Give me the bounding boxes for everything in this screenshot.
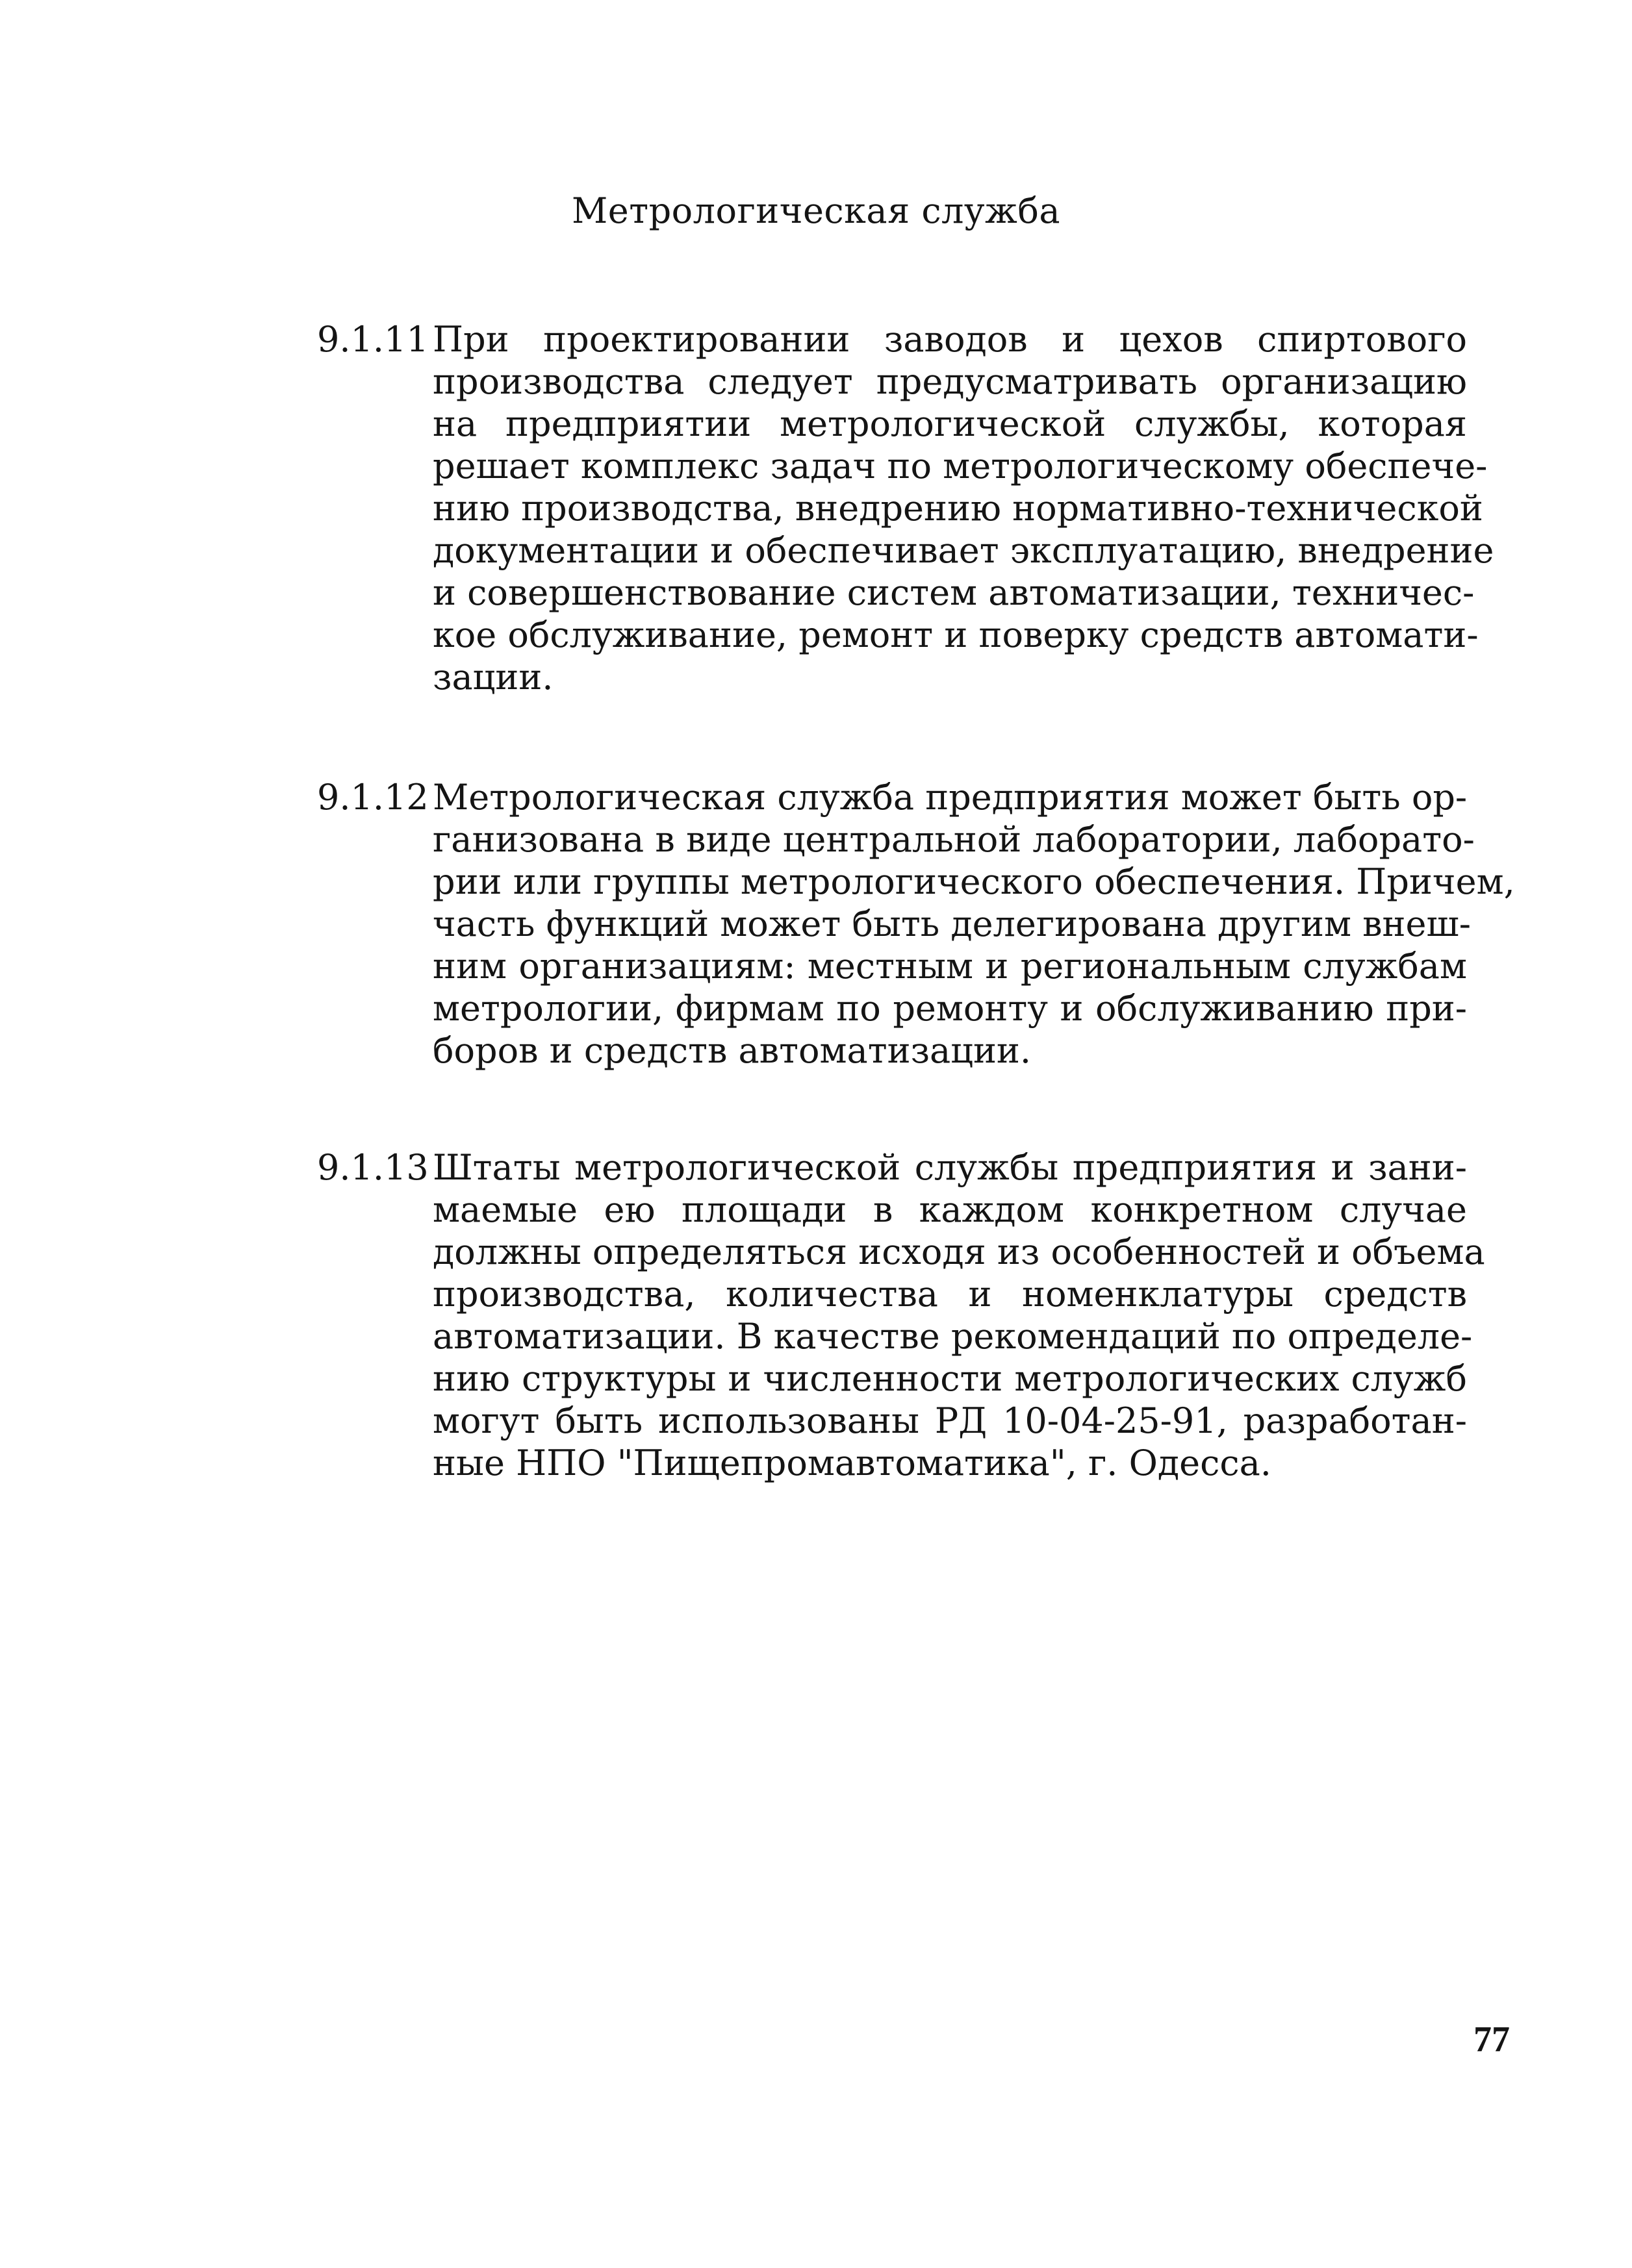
text-line: ганизована в виде центральной лаборатории, лаборато- (433, 819, 1475, 860)
clause-number: 9.1.11 (317, 319, 429, 360)
section-title: Метрологическая служба (571, 190, 1061, 231)
clause-number: 9.1.12 (317, 777, 429, 818)
text-line: кое обслуживание, ремонт и поверку средств автомати- (433, 614, 1479, 655)
text-line: на предприятии метрологической службы, которая (433, 403, 1467, 444)
page-number: 77 (1473, 2019, 1510, 2060)
text-line: автоматизации. В качестве рекомендаций по определе- (433, 1316, 1473, 1357)
text-line: часть функций может быть делегирована другим внеш- (433, 903, 1471, 944)
text-line: производства следует предусматривать организацию (433, 361, 1467, 402)
text-line: нию производства, внедрению нормативно-технической (433, 488, 1483, 529)
text-line: боров и средств автоматизации. (433, 1030, 1032, 1071)
text-line: метрологии, фирмам по ремонту и обслуживанию при- (433, 988, 1467, 1029)
text-line: документации и обеспечивает эксплуатацию, внедрение (433, 530, 1494, 571)
text-line: зации. (433, 657, 554, 698)
text-line: рии или группы метрологического обеспечения. Причем, (433, 861, 1515, 902)
text-line: производства, количества и номенклатуры средств (433, 1274, 1467, 1315)
text-line: ним организациям: местным и региональным службам (433, 946, 1467, 987)
clause-text (433, 318, 1494, 698)
text-line: Штаты метрологической службы предприятия и зани- (433, 1147, 1467, 1188)
text-line: решает комплекс задач по метрологическому обеспече- (433, 446, 1488, 486)
text-line: нию структуры и численности метрологических служб (433, 1358, 1467, 1399)
clause-text (433, 776, 1515, 1072)
text-line: и совершенствование систем автоматизации, техничес- (433, 572, 1475, 613)
text-line: маемые ею площади в каждом конкретном случае (433, 1189, 1467, 1230)
clause-number: 9.1.13 (317, 1147, 429, 1188)
text-line: ные НПО "Пищепромавтоматика", г. Одесса. (433, 1443, 1271, 1483)
text-line: могут быть использованы РД 10-04-25-91, разработан- (433, 1400, 1467, 1441)
text-line: должны определяться исходя из особенностей и объема (433, 1231, 1485, 1272)
text-line: Метрологическая служба предприятия может быть ор- (433, 777, 1468, 818)
clause-text (433, 1146, 1485, 1484)
text-line: При проектировании заводов и цехов спиртового (433, 319, 1467, 360)
